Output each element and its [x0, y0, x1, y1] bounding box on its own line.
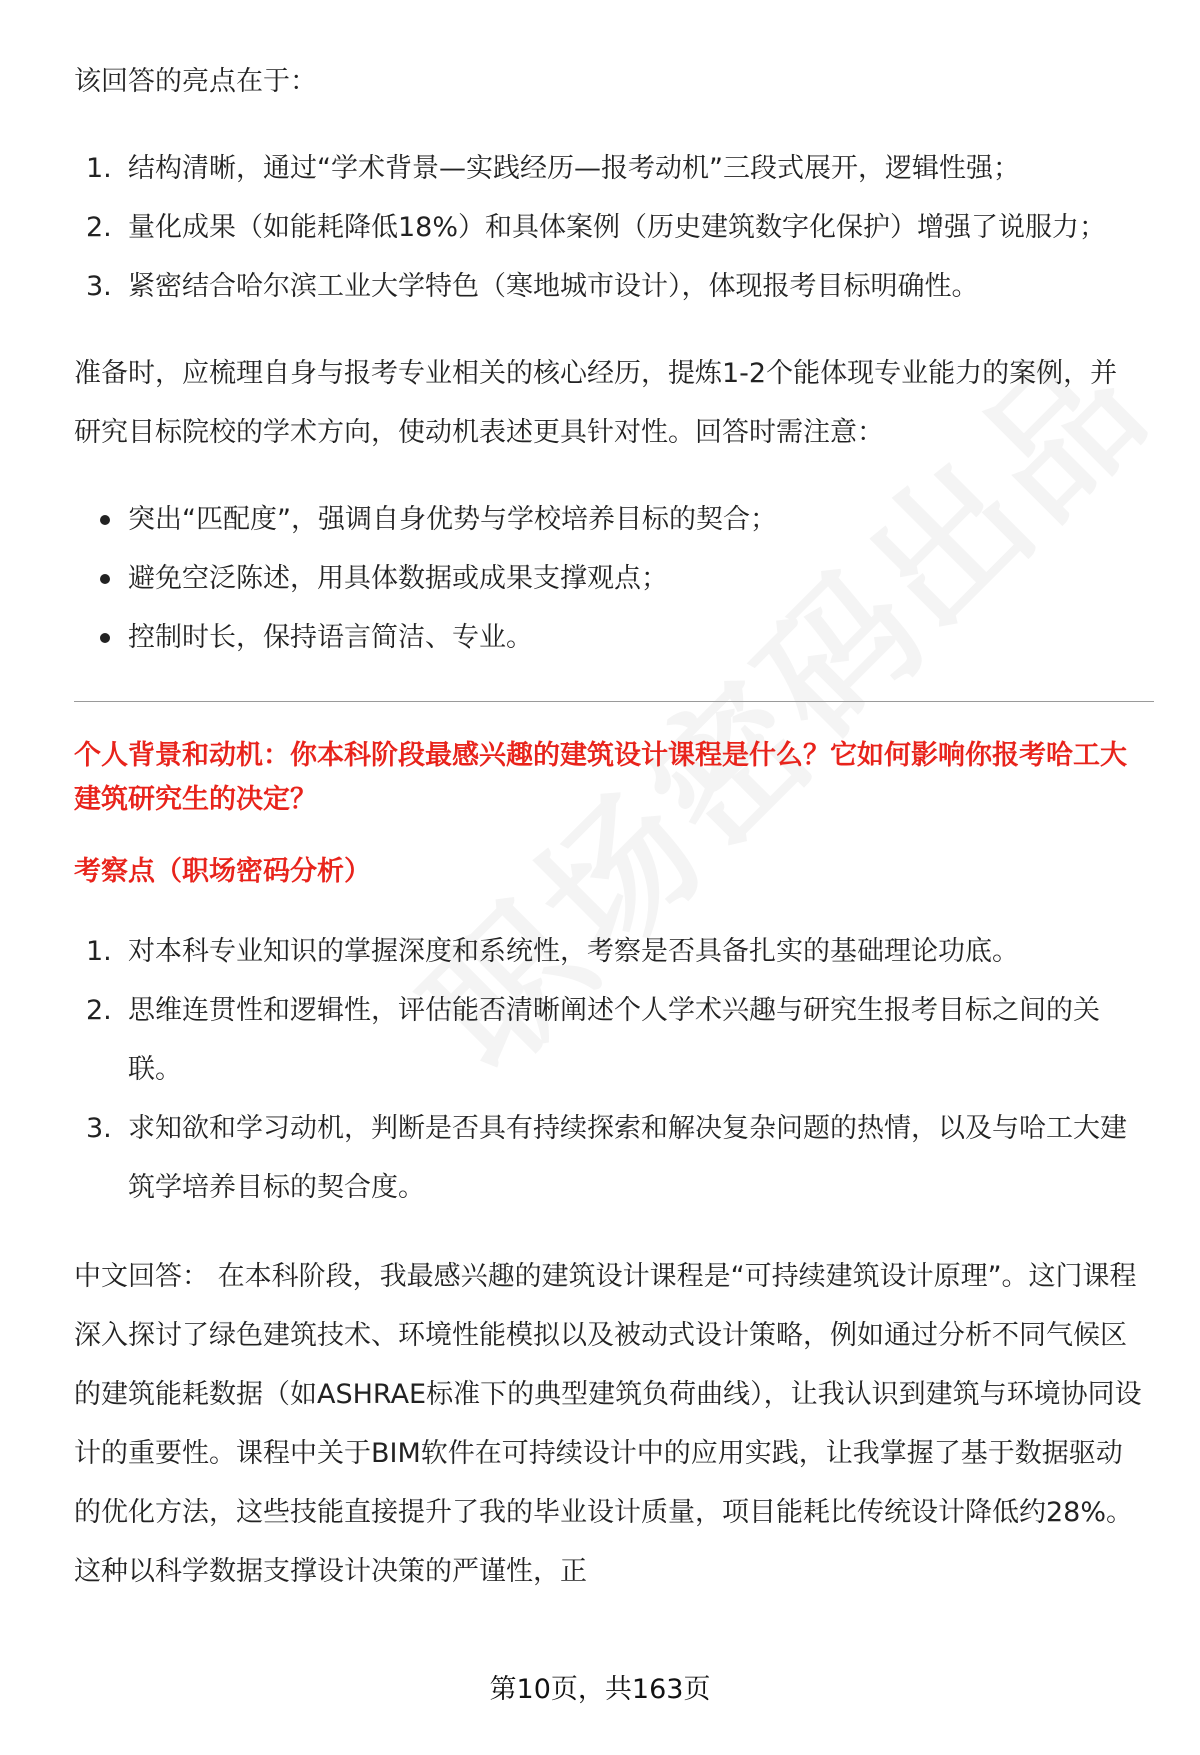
prep-paragraph: 准备时，应梳理自身与报考专业相关的核心经历，提炼1-2个能体现专业能力的案例，并研究目标院校的学术方向，使动机表述更具针对性。回答时需注意：: [74, 358, 1118, 448]
list-item: [74, 922, 1144, 981]
list-item: [74, 490, 1144, 549]
list-item: [74, 198, 1144, 257]
list-item-text: 避免空泛陈述，用具体数据或成果支撑观点；: [128, 563, 668, 594]
answer-paragraph: 中文回答： 在本科阶段，我最感兴趣的建筑设计课程是“可持续建筑设计原理”。这门课程深入探讨了绿色建筑技术、环境性能模拟以及被动式设计策略，例如通过分析不同气候区的建筑能耗数据（如ASHRAE标准下的典型建筑负荷曲线），让我认识到建筑与环境协同设计的重要性。课程中关于BIM软件在可持续设计中的应用实践，让我掌握了基于数据驱动的优化方法，这些技能直接提升了我的毕业设计质量，项目能耗比传统设计降低约28%。这种以科学数据支撑设计决策的严谨性，正: [74, 1261, 1142, 1587]
list-item: [74, 257, 1144, 316]
list-item-text: 对本科专业知识的掌握深度和系统性，考察是否具备扎实的基础理论功底。: [128, 936, 1019, 967]
page-content: [74, 52, 1144, 1601]
list-item-text: 控制时长，保持语言简洁、专业。: [128, 622, 533, 653]
list-item: [74, 549, 1144, 608]
tips-list: [74, 490, 1144, 667]
list-number: 1.: [86, 936, 112, 967]
list-item-text: 结构清晰，通过“学术背景—实践经历—报考动机”三段式展开，逻辑性强；: [128, 153, 1020, 184]
highlights-list: [74, 139, 1144, 316]
list-number: 2.: [86, 995, 112, 1026]
bullet-icon: [100, 515, 110, 525]
list-item-text: 思维连贯性和逻辑性，评估能否清晰阐述个人学术兴趣与研究生报考目标之间的关联。: [128, 995, 1100, 1085]
inspection-list: [74, 922, 1144, 1217]
list-item-text: 突出“匹配度”，强调自身优势与学校培养目标的契合；: [128, 504, 777, 535]
list-item: [74, 1099, 1144, 1217]
list-item-text: 紧密结合哈尔滨工业大学特色（寒地城市设计），体现报考目标明确性。: [128, 271, 979, 302]
section-divider: [74, 701, 1154, 702]
list-item-text: 量化成果（如能耗降低18%）和具体案例（历史建筑数字化保护）增强了说服力；: [128, 212, 1107, 243]
bullet-icon: [100, 574, 110, 584]
intro-text: 该回答的亮点在于：: [74, 66, 317, 97]
list-item: [74, 981, 1144, 1099]
question-title: 个人背景和动机：你本科阶段最感兴趣的建筑设计课程是什么？它如何影响你报考哈工大建筑研究生的决定？: [74, 740, 1127, 815]
list-item: [74, 608, 1144, 667]
page-footer: 第10页，共163页: [489, 1674, 711, 1705]
list-number: 2.: [86, 212, 112, 243]
list-item: [74, 139, 1144, 198]
list-number: 1.: [86, 153, 112, 184]
bullet-icon: [100, 633, 110, 643]
list-number: 3.: [86, 271, 112, 302]
inspection-title: 考察点（职场密码分析）: [74, 856, 371, 887]
list-number: 3.: [86, 1113, 112, 1144]
list-item-text: 求知欲和学习动机，判断是否具有持续探索和解决复杂问题的热情，以及与哈工大建筑学培养目标的契合度。: [128, 1113, 1127, 1203]
